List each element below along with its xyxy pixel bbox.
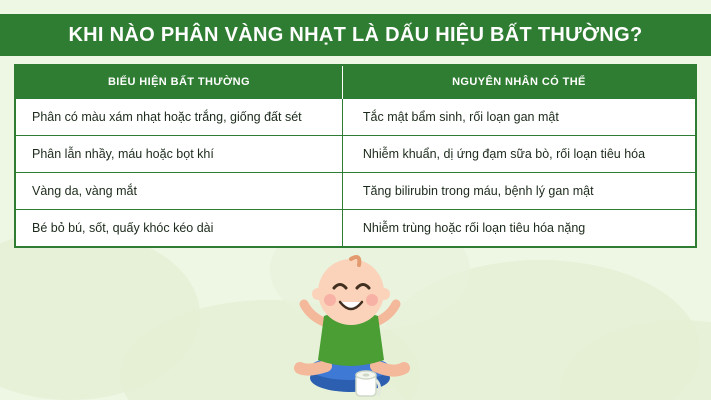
table-header-row xyxy=(16,66,695,99)
cell-symptom: Vàng da, vàng mắt xyxy=(16,173,342,210)
table-header-cause: NGUYÊN NHÂN CÓ THỂ xyxy=(342,66,695,99)
table-row xyxy=(16,99,695,136)
cell-cause: Nhiễm khuẩn, dị ứng đạm sữa bò, rối loạn tiêu hóa xyxy=(342,136,695,173)
cell-cause: Tăng bilirubin trong máu, bệnh lý gan mật xyxy=(342,173,695,210)
page-title: KHI NÀO PHÂN VÀNG NHẠT LÀ DẤU HIỆU BẤT THƯỜNG? xyxy=(68,23,643,46)
title-banner xyxy=(0,14,711,56)
cell-symptom: Phân có màu xám nhạt hoặc trắng, giống đất sét xyxy=(16,99,342,136)
cell-cause: Tắc mật bẩm sinh, rối loạn gan mật xyxy=(342,99,695,136)
table-row xyxy=(16,210,695,247)
table-header-symptom: BIỂU HIỆN BẤT THƯỜNG xyxy=(16,66,342,99)
table-row xyxy=(16,136,695,173)
cell-symptom: Phân lẫn nhầy, máu hoặc bọt khí xyxy=(16,136,342,173)
cell-cause: Nhiễm trùng hoặc rối loạn tiêu hóa nặng xyxy=(342,210,695,247)
toilet-paper-icon xyxy=(352,366,382,400)
cell-symptom: Bé bỏ bú, sốt, quấy khóc kéo dài xyxy=(16,210,342,247)
table-row xyxy=(16,173,695,210)
comparison-table xyxy=(14,64,697,248)
